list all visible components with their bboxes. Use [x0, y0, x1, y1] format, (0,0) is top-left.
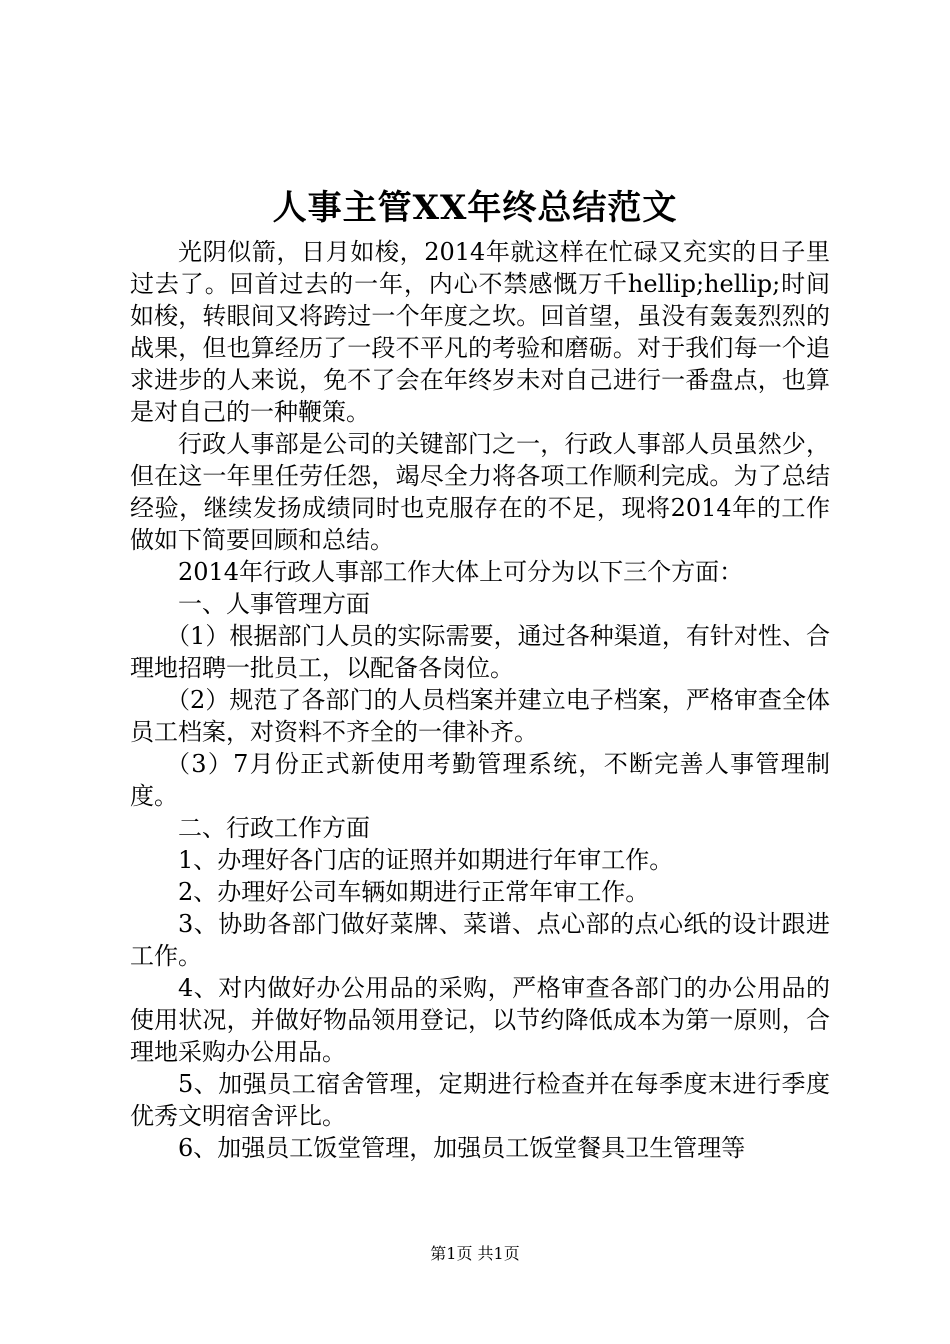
list-item-personnel-1: （1）根据部门人员的实际需要，通过各种渠道，有针对性、合理地招聘一批员工，以配备各岗位。 [130, 622, 830, 682]
section-heading-personnel: 一、人事管理方面 [178, 590, 370, 618]
paragraph-intro: 光阴似箭，日月如梭，2014年就这样在忙碌又充实的日子里过去了。回首过去的一年，内心不禁感慨万千hellip;hellip;时间如梭，转眼间又将跨过一个年度之坎。回首望，虽没有轰轰烈烈的战果，但也算经历了一段不平凡的考验和磨砺。对于我们每一个追求进步的人来说，免不了会在年终岁未对自己进行一番盘点，也算是对自己的一种鞭策。 [130, 238, 830, 426]
list-item-administration-1: 1、办理好各门店的证照并如期进行年审工作。 [178, 846, 674, 874]
list-item-personnel-3: （3）7月份正式新使用考勤管理系统，不断完善人事管理制度。 [130, 750, 830, 810]
list-item-personnel-2: （2）规范了各部门的人员档案并建立电子档案，严格审查全体员工档案，对资料不齐全的一律补齐。 [130, 686, 830, 746]
list-item-administration-5: 5、加强员工宿舍管理，定期进行检查并在每季度末进行季度优秀文明宿舍评比。 [130, 1070, 830, 1130]
section-heading-administration: 二、行政工作方面 [178, 814, 370, 842]
document-title: 人事主管XX年终总结范文 [272, 188, 678, 228]
page-number-footer: 第1页 共1页 [430, 1244, 520, 1263]
document-body [130, 236, 830, 1164]
list-item-administration-2: 2、办理好公司车辆如期进行正常年审工作。 [178, 878, 650, 906]
paragraph-overview: 2014年行政人事部工作大体上可分为以下三个方面： [178, 558, 744, 586]
list-item-administration-3: 3、协助各部门做好菜牌、菜谱、点心部的点心纸的设计跟进工作。 [130, 910, 830, 970]
list-item-administration-4: 4、对内做好办公用品的采购，严格审查各部门的办公用品的使用状况，并做好物品领用登记，以节约降低成本为第一原则，合理地采购办公用品。 [130, 974, 830, 1066]
paragraph-department: 行政人事部是公司的关键部门之一，行政人事部人员虽然少，但在这一年里任劳任怨，竭尽全力将各项工作顺利完成。为了总结经验，继续发扬成绩同时也克服存在的不足，现将2014年的工作做如下简要回顾和总结。 [130, 430, 830, 554]
list-item-administration-6: 6、加强员工饭堂管理，加强员工饭堂餐具卫生管理等 [178, 1134, 746, 1162]
